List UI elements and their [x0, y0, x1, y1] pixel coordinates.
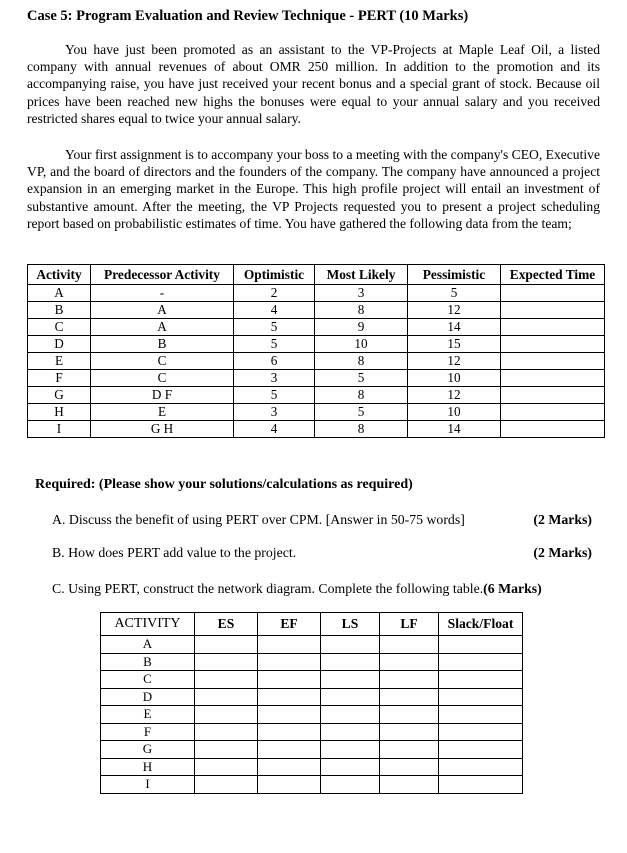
blank-answer-cell: [195, 741, 258, 759]
col-predecessor: Predecessor Activity: [91, 265, 234, 285]
activity-cell: I: [101, 776, 195, 794]
table-row: [101, 688, 523, 706]
blank-answer-cell: [258, 741, 321, 759]
activity-cell: B: [101, 653, 195, 671]
required-heading: Required: (Please show your solutions/calculations as required): [35, 477, 413, 492]
question-b: [52, 545, 592, 561]
table-cell: [501, 370, 605, 387]
col-lf: LF: [380, 613, 439, 636]
col-pessimistic: Pessimistic: [408, 265, 501, 285]
blank-answer-cell: [258, 758, 321, 776]
blank-answer-cell: [195, 776, 258, 794]
blank-answer-cell: [195, 671, 258, 689]
table-row: [101, 706, 523, 724]
table-cell: [501, 353, 605, 370]
table-row: [101, 671, 523, 689]
blank-answer-cell: [321, 671, 380, 689]
question-a-marks: (2 Marks): [533, 512, 592, 527]
table-cell: [501, 336, 605, 353]
activity-cell: F: [101, 723, 195, 741]
col-activity-schedule: ACTIVITY: [101, 613, 195, 636]
blank-answer-cell: [321, 653, 380, 671]
blank-answer-cell: [439, 653, 523, 671]
blank-answer-cell: [195, 636, 258, 654]
table-cell: 8: [315, 387, 408, 404]
table-cell: [501, 302, 605, 319]
blank-answer-cell: [439, 688, 523, 706]
blank-answer-cell: [195, 688, 258, 706]
activity-cell: H: [101, 758, 195, 776]
blank-answer-cell: [439, 758, 523, 776]
table-cell: 12: [408, 387, 501, 404]
table-cell: 5: [315, 370, 408, 387]
blank-answer-cell: [258, 776, 321, 794]
table-row: [101, 636, 523, 654]
table-cell: A: [91, 302, 234, 319]
schedule-table: [100, 612, 523, 794]
table-cell: 5: [234, 336, 315, 353]
table-cell: G: [28, 387, 91, 404]
blank-answer-cell: [380, 741, 439, 759]
table-cell: 6: [234, 353, 315, 370]
blank-answer-cell: [380, 706, 439, 724]
activity-cell: D: [101, 688, 195, 706]
blank-answer-cell: [380, 636, 439, 654]
table-cell: G H: [91, 421, 234, 438]
table-cell: 4: [234, 302, 315, 319]
table-cell: C: [28, 319, 91, 336]
blank-answer-cell: [380, 671, 439, 689]
question-c-text: C. Using PERT, construct the network diagram. Complete the following table.: [52, 581, 484, 596]
table-row: [28, 319, 605, 336]
blank-answer-cell: [439, 723, 523, 741]
blank-answer-cell: [321, 688, 380, 706]
table-cell: I: [28, 421, 91, 438]
table-cell: E: [28, 353, 91, 370]
table-row: [101, 653, 523, 671]
blank-answer-cell: [195, 758, 258, 776]
table-cell: [501, 387, 605, 404]
table-cell: D: [28, 336, 91, 353]
activity-data-table: [27, 264, 605, 438]
table-cell: A: [91, 319, 234, 336]
table-cell: E: [91, 404, 234, 421]
table-cell: [501, 319, 605, 336]
question-b-marks: (2 Marks): [533, 545, 592, 560]
table-cell: C: [91, 353, 234, 370]
table-cell: B: [28, 302, 91, 319]
blank-answer-cell: [380, 723, 439, 741]
table-row: [101, 741, 523, 759]
intro-paragraph: You have just been promoted as an assistant to the VP-Projects at Maple Leaf Oil, a listed company with annual revenues of about OMR 250 million. In addition to the promotion and its accompanying raise, you have just received your recent bonus and a special grant of stock. Because oil prices have been reached new highs the bonuses were equal to your annual salary and you received restricted shares equal to twice your annual salary.: [27, 42, 600, 126]
col-slack-float: Slack/Float: [439, 613, 523, 636]
blank-answer-cell: [380, 758, 439, 776]
blank-answer-cell: [321, 636, 380, 654]
question-c-marks: (6 Marks): [483, 581, 542, 596]
table-cell: D F: [91, 387, 234, 404]
blank-answer-cell: [439, 671, 523, 689]
activity-cell: E: [101, 706, 195, 724]
blank-answer-cell: [195, 653, 258, 671]
col-activity: Activity: [28, 265, 91, 285]
table-cell: 5: [234, 387, 315, 404]
table-cell: 5: [408, 285, 501, 302]
blank-answer-cell: [439, 636, 523, 654]
table-row: [28, 302, 605, 319]
table-cell: 12: [408, 302, 501, 319]
table-cell: 8: [315, 353, 408, 370]
col-expected-time: Expected Time: [501, 265, 605, 285]
table-row: [28, 353, 605, 370]
table-cell: F: [28, 370, 91, 387]
blank-answer-cell: [258, 671, 321, 689]
blank-answer-cell: [380, 688, 439, 706]
question-c: [52, 581, 592, 597]
table-cell: [501, 421, 605, 438]
table-cell: H: [28, 404, 91, 421]
col-most-likely: Most Likely: [315, 265, 408, 285]
table-cell: 8: [315, 302, 408, 319]
blank-answer-cell: [258, 688, 321, 706]
table-cell: 10: [408, 404, 501, 421]
blank-answer-cell: [195, 706, 258, 724]
blank-answer-cell: [321, 723, 380, 741]
table-cell: 9: [315, 319, 408, 336]
blank-answer-cell: [321, 776, 380, 794]
table-cell: 2: [234, 285, 315, 302]
table-cell: 14: [408, 421, 501, 438]
table-cell: 5: [315, 404, 408, 421]
blank-answer-cell: [258, 636, 321, 654]
table-cell: 8: [315, 421, 408, 438]
blank-answer-cell: [258, 653, 321, 671]
table-row: [101, 758, 523, 776]
question-a: [52, 512, 592, 528]
activity-cell: A: [101, 636, 195, 654]
table-row: [28, 404, 605, 421]
table-cell: A: [28, 285, 91, 302]
table-cell: 12: [408, 353, 501, 370]
col-ls: LS: [321, 613, 380, 636]
table-cell: 5: [234, 319, 315, 336]
blank-answer-cell: [258, 723, 321, 741]
table-row: [28, 421, 605, 438]
table-row: [101, 723, 523, 741]
table-header-row: [28, 265, 605, 285]
table-cell: -: [91, 285, 234, 302]
table-row: [28, 285, 605, 302]
col-es: ES: [195, 613, 258, 636]
blank-answer-cell: [321, 706, 380, 724]
blank-answer-cell: [380, 776, 439, 794]
table-row: [28, 336, 605, 353]
table-cell: 4: [234, 421, 315, 438]
table-cell: 10: [408, 370, 501, 387]
table-cell: 15: [408, 336, 501, 353]
table-row: [28, 370, 605, 387]
table-row: [28, 387, 605, 404]
case-title: Case 5: Program Evaluation and Review Technique - PERT (10 Marks): [27, 8, 469, 24]
table-cell: 3: [315, 285, 408, 302]
blank-answer-cell: [258, 706, 321, 724]
col-ef: EF: [258, 613, 321, 636]
table-cell: 3: [234, 404, 315, 421]
table-cell: 10: [315, 336, 408, 353]
question-b-text: B. How does PERT add value to the project.: [52, 545, 297, 560]
table-cell: 14: [408, 319, 501, 336]
blank-answer-cell: [380, 653, 439, 671]
assignment-paragraph: Your first assignment is to accompany your boss to a meeting with the company's CEO, Executive VP, and the board of directors and the founders of the company. The company have announced a project expansion in an emerging market in the Europe. This high profile project will entail an investment of substantive amount. After the meeting, the VP Projects requested you to present a project scheduling report based on probabilistic estimates of time. You have gathered the following data from the team;: [27, 147, 600, 231]
blank-answer-cell: [321, 758, 380, 776]
question-a-text: A. Discuss the benefit of using PERT over CPM. [Answer in 50-75 words]: [52, 512, 465, 527]
blank-answer-cell: [439, 706, 523, 724]
blank-answer-cell: [321, 741, 380, 759]
activity-cell: G: [101, 741, 195, 759]
table-cell: 3: [234, 370, 315, 387]
blank-answer-cell: [439, 776, 523, 794]
schedule-header-row: [101, 613, 523, 636]
table-cell: [501, 404, 605, 421]
table-cell: C: [91, 370, 234, 387]
table-cell: [501, 285, 605, 302]
table-row: [101, 776, 523, 794]
col-optimistic: Optimistic: [234, 265, 315, 285]
blank-answer-cell: [195, 723, 258, 741]
table-cell: B: [91, 336, 234, 353]
activity-cell: C: [101, 671, 195, 689]
blank-answer-cell: [439, 741, 523, 759]
